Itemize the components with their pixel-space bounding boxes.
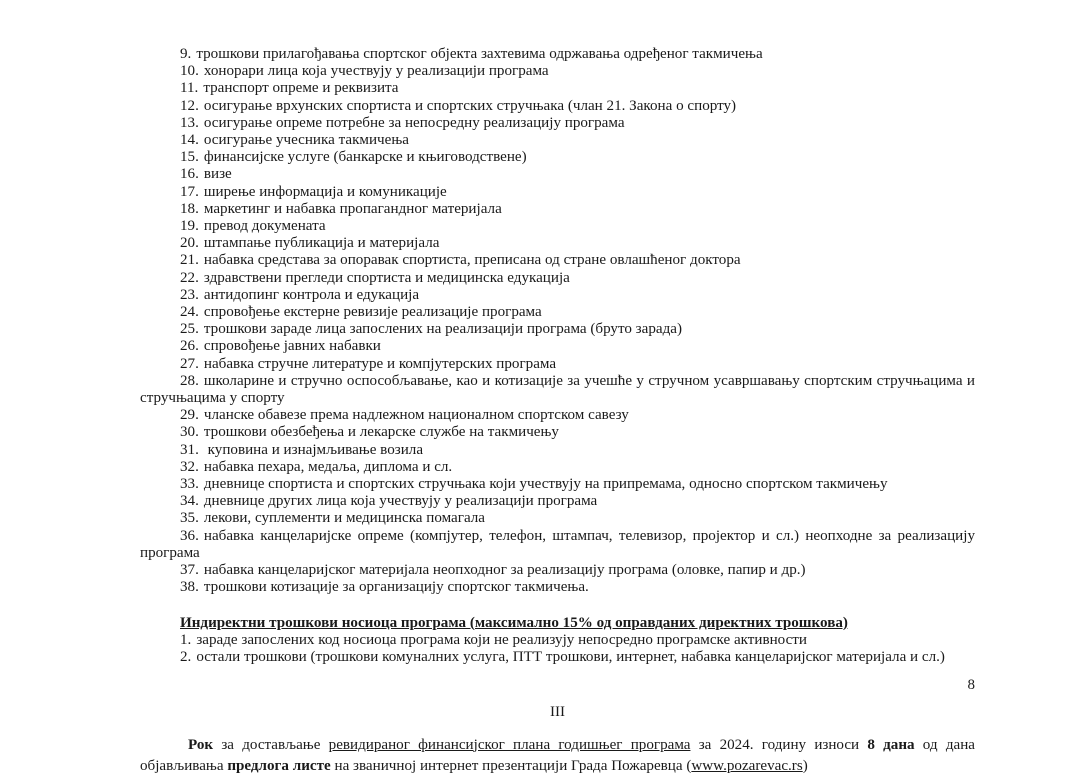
cost-list-item (140, 528, 975, 562)
cost-list-item (140, 304, 975, 321)
cost-item-number: 17. (180, 183, 199, 200)
cost-item-text: школарине и стручно оспособљавање, као и котизације за учешће у стручном усавршавању спортским стручњацима и стручњацима у спорту (140, 372, 975, 407)
indirect-item-number: 2. (180, 649, 192, 666)
cost-list-item (140, 166, 975, 183)
cost-list-item (140, 63, 975, 80)
cost-list-item (140, 579, 975, 596)
cost-list-item (140, 356, 975, 373)
cost-item-number: 19. (180, 218, 199, 235)
cost-list-item (140, 493, 975, 510)
cost-item-number: 15. (180, 149, 199, 166)
cost-item-number: 16. (180, 166, 199, 183)
cost-item-text: превод докумената (203, 218, 326, 235)
cost-item-text: трошкови зараде лица запослених на реализацији програма (бруто зарада) (203, 321, 682, 338)
cost-list-item (140, 46, 975, 63)
cost-item-number: 36. (180, 527, 199, 544)
cost-item-text: трошкови прилагођавања спортског објекта захтевима одржавања одређеног такмичења (196, 46, 763, 62)
cost-item-number: 27. (180, 355, 199, 372)
document-content (140, 46, 975, 777)
cost-item-text: штампање публикација и материјала (203, 235, 440, 252)
cost-list-item (140, 459, 975, 476)
cost-item-number: 25. (180, 321, 199, 338)
indirect-costs-heading-wrap (140, 614, 975, 632)
cost-list-item (140, 338, 975, 355)
cost-list-item (140, 442, 975, 459)
cost-item-text: набавка средстава за опоравак спортиста, преписана од стране овлашћеног доктора (203, 252, 741, 269)
cost-item-number: 33. (180, 476, 199, 493)
cost-item-text: спровођење екстерне ревизије реализације програма (203, 304, 542, 321)
cost-item-number: 30. (180, 424, 199, 441)
cost-item-text: здравствени прегледи спортиста и медицинска едукација (203, 269, 570, 286)
cost-list-item (140, 510, 975, 527)
numeral-gap (140, 722, 975, 735)
cost-list-item (140, 287, 975, 304)
cost-list-item (140, 270, 975, 287)
cost-list-item (140, 373, 975, 407)
cost-list-item (140, 184, 975, 201)
cost-item-text: осигурање опреме потребне за непосредну реализацију програма (203, 114, 625, 131)
cost-item-text: спровођење јавних набавки (203, 338, 381, 355)
deadline-text-4: на званичној интернет презентацији Града Пожаревца ( (330, 757, 692, 774)
cost-item-number: 9. (180, 46, 192, 62)
cost-item-number: 29. (180, 407, 199, 424)
cost-list-item (140, 407, 975, 424)
cost-list-item (140, 424, 975, 441)
deadline-days-bold: 8 дана (867, 736, 915, 753)
page-number: 8 (967, 677, 975, 693)
cost-item-number: 14. (180, 132, 199, 149)
cost-list-item (140, 132, 975, 149)
section-spacer (140, 597, 975, 614)
cost-item-number: 11. (180, 80, 199, 97)
cost-item-text: чланске обавезе према надлежном националном спортском савезу (203, 407, 629, 424)
cost-item-number: 12. (180, 97, 199, 114)
deadline-underlined-plan: ревидираног финансијског плана годишњег програма (328, 736, 691, 753)
cost-list-item (140, 98, 975, 115)
direct-costs-list (140, 46, 975, 597)
cost-list-item (140, 562, 975, 579)
cost-item-number: 37. (180, 562, 199, 579)
cost-item-text: набавка пехара, медаља, диплома и сл. (203, 458, 453, 475)
cost-item-number: 18. (180, 200, 199, 217)
cost-list-item (140, 201, 975, 218)
cost-item-number: 21. (180, 252, 199, 269)
cost-item-number: 13. (180, 114, 199, 131)
deadline-paragraph (140, 735, 975, 777)
cost-item-number: 10. (180, 63, 199, 80)
indirect-cost-item (140, 632, 975, 649)
cost-item-text: осигурање учесника такмичења (203, 132, 409, 149)
cost-item-number: 38. (180, 579, 199, 596)
cost-item-text: финансијске услуге (банкарске и књиговодствене) (203, 149, 527, 166)
cost-item-text: дневнице других лица која учествују у реализацији програма (203, 493, 598, 510)
cost-item-number: 34. (180, 493, 199, 510)
cost-item-text: осигурање врхунских спортиста и спортских стручњака (члан 21. Закона о спорту) (203, 97, 737, 114)
cost-item-number: 26. (180, 338, 199, 355)
cost-list-item (140, 218, 975, 235)
cost-item-text: ширење информација и комуникације (203, 183, 447, 200)
section-numeral: III (549, 704, 566, 721)
deadline-list-bold: предлога листе (227, 757, 331, 774)
cost-list-item (140, 321, 975, 338)
indirect-cost-item (140, 649, 975, 666)
cost-item-text: лекови, суплементи и медицинска помагала (203, 510, 486, 527)
cost-list-item (140, 252, 975, 269)
indirect-item-text: остали трошкови (трошкови комуналних услуга, ПТТ трошкови, интернет, набавка канцеларијског материјала и сл.) (196, 649, 945, 666)
cost-item-text: визе (203, 166, 232, 183)
deadline-text-2: за 2024. годину износи (690, 736, 868, 753)
cost-item-text: куповина и изнајмљивање возила (203, 441, 424, 458)
deadline-text-5: ) (802, 757, 808, 774)
cost-list-item (140, 115, 975, 132)
cost-item-text: маркетинг и набавка пропагандног материјала (203, 200, 502, 217)
cost-item-text: трошкови обезбеђења и лекарске службе на такмичењу (203, 424, 559, 441)
cost-item-text: набавка канцеларијског материјала неопходног за реализацију програма (оловке, папир и др.) (203, 562, 806, 579)
cost-list-item (140, 149, 975, 166)
cost-item-text: трошкови котизације за организацију спортског такмичења. (203, 579, 589, 596)
cost-list-item (140, 476, 975, 493)
cost-item-number: 20. (180, 235, 199, 252)
cost-item-number: 32. (180, 458, 199, 475)
pozarevac-website-link[interactable]: www.pozarevac.rs (691, 757, 803, 774)
cost-item-number: 24. (180, 304, 199, 321)
deadline-text-3: од дана објављивања (140, 736, 975, 774)
cost-item-text: набавка стручне литературе и компјутерских програма (203, 355, 557, 372)
cost-item-number: 31. (180, 441, 199, 458)
cost-list-item (140, 235, 975, 252)
cost-item-text: антидопинг контрола и едукација (203, 286, 420, 303)
indirect-item-number: 1. (180, 631, 192, 648)
deadline-lead-bold: Рок (188, 736, 214, 753)
indirect-item-text: зараде запослених код носиоца програма који не реализују непосредно програмске активности (196, 631, 807, 648)
cost-item-number: 28. (180, 372, 199, 389)
indirect-costs-list (140, 632, 975, 666)
indirect-costs-heading: Индиректни трошкови носиоца програма (максимално 15% од оправданих директних трошкова) (180, 614, 848, 631)
cost-item-number: 23. (180, 286, 199, 303)
cost-item-text: набавка канцеларијске опреме (компјутер, телефон, штампач, телевизор, пројектор и сл.) неопходне за реализацију програма (140, 527, 975, 561)
cost-list-item (140, 80, 975, 97)
cost-item-number: 22. (180, 269, 199, 286)
cost-item-text: хонорари лица која учествују у реализацији програма (203, 63, 549, 80)
cost-item-text: дневнице спортиста и спортских стручњака који учествују на припремама, односно спортском такмичењу (203, 476, 888, 493)
cost-item-number: 35. (180, 510, 199, 527)
cost-item-text: транспорт опреме и реквизита (203, 80, 399, 97)
deadline-text-1: за достављање (213, 736, 329, 753)
